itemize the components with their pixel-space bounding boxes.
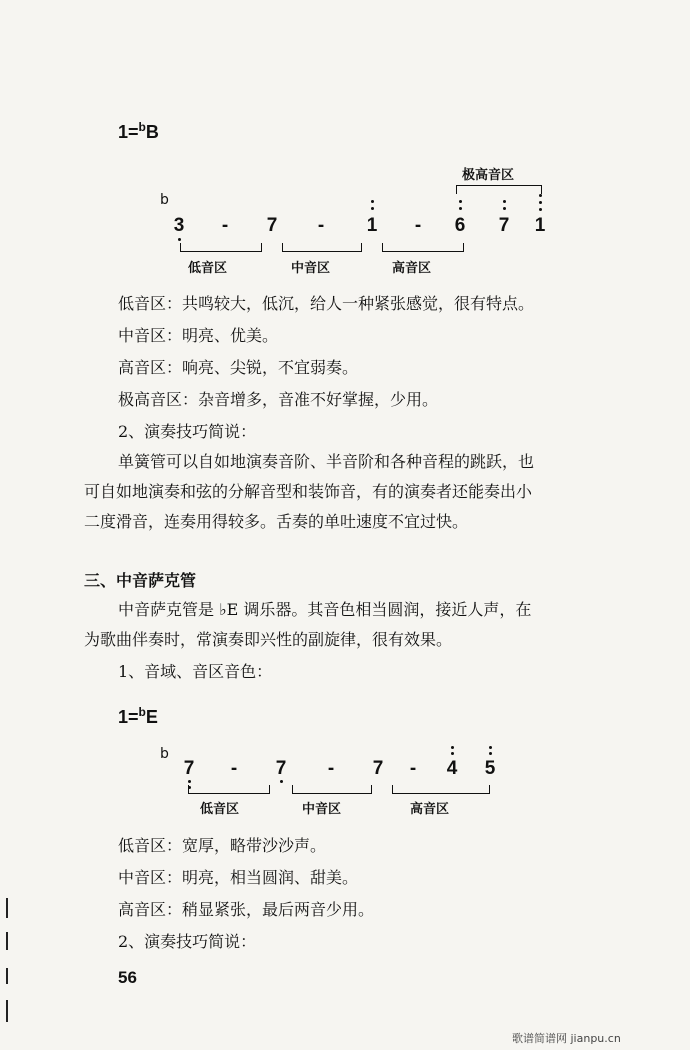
key-signature-1 bbox=[118, 120, 159, 143]
description-high: 高音区：响亮、尖锐，不宜弱奏。 bbox=[118, 358, 359, 377]
key-flat: b bbox=[138, 120, 146, 134]
high-octave-dot bbox=[451, 752, 454, 755]
technique-line: 二度滑音，连奏用得较多。舌奏的单吐速度不宜过快。 bbox=[84, 512, 469, 531]
technique-line: 单簧管可以自如地演奏音阶、半音阶和各种音程的跳跃，也 bbox=[118, 452, 535, 471]
technique-heading-2: 2、演奏技巧简说： bbox=[118, 932, 257, 951]
technique-line: 可自如地演奏和弦的分解音型和装饰音，有的演奏者还能奏出小 bbox=[84, 482, 533, 501]
high-octave-dot bbox=[459, 207, 462, 210]
key-letter: E bbox=[145, 707, 158, 727]
high-range-bracket bbox=[382, 243, 464, 252]
page-number: 56 bbox=[118, 968, 137, 987]
note: 3 bbox=[173, 215, 185, 236]
extreme-high-bracket bbox=[456, 185, 542, 194]
low-range-label: 低音区 bbox=[200, 802, 240, 817]
high-range-bracket bbox=[392, 785, 490, 794]
description-mid: 中音区：明亮，相当圆润、甜美。 bbox=[118, 868, 359, 887]
high-octave-dot bbox=[489, 752, 492, 755]
note: - bbox=[221, 215, 229, 236]
low-octave-dot bbox=[178, 238, 181, 241]
note: 4 bbox=[446, 758, 458, 779]
low-range-bracket bbox=[180, 243, 262, 252]
description-extreme: 极高音区：杂音增多，音准不好掌握，少用。 bbox=[118, 390, 439, 409]
high-octave-dot bbox=[539, 194, 542, 197]
low-range-label: 低音区 bbox=[188, 261, 228, 276]
key-flat: b bbox=[138, 705, 146, 719]
note: 1 bbox=[534, 215, 546, 236]
high-octave-dot bbox=[489, 746, 492, 749]
high-octave-dot bbox=[371, 207, 374, 210]
key-prefix: 1= bbox=[118, 122, 139, 142]
technique-heading-1: 2、演奏技巧简说： bbox=[118, 422, 257, 441]
key-prefix: 1= bbox=[118, 707, 139, 727]
note: 7 bbox=[498, 215, 510, 236]
note: - bbox=[230, 758, 238, 779]
high-octave-dot bbox=[503, 200, 506, 203]
high-octave-dot bbox=[539, 201, 542, 204]
section-title: 三、中音萨克管 bbox=[84, 571, 197, 590]
low-range-bracket bbox=[188, 785, 270, 794]
low-octave-dot bbox=[280, 780, 283, 783]
high-octave-dot bbox=[503, 207, 506, 210]
note: - bbox=[327, 758, 335, 779]
mid-range-label: 中音区 bbox=[302, 802, 342, 817]
scan-mark bbox=[6, 1000, 8, 1022]
range-flat-2: b bbox=[160, 746, 169, 762]
key-letter: B bbox=[145, 122, 159, 142]
range-heading: 1、音域、音区音色： bbox=[118, 662, 273, 681]
scan-mark bbox=[6, 898, 8, 918]
note: 7 bbox=[266, 215, 278, 236]
description-low: 低音区：宽厚，略带沙沙声。 bbox=[118, 836, 327, 855]
description-mid: 中音区：明亮、优美。 bbox=[118, 326, 279, 345]
note: - bbox=[414, 215, 422, 236]
note: 5 bbox=[484, 758, 496, 779]
high-octave-dot bbox=[371, 200, 374, 203]
extreme-high-label: 极高音区 bbox=[462, 168, 515, 183]
note: - bbox=[317, 215, 325, 236]
intro-line: 为歌曲伴奏时，常演奏即兴性的副旋律，很有效果。 bbox=[84, 630, 453, 649]
note: 6 bbox=[454, 215, 466, 236]
high-octave-dot bbox=[451, 746, 454, 749]
note: 7 bbox=[275, 758, 287, 779]
high-range-label: 高音区 bbox=[392, 261, 432, 276]
mid-range-label: 中音区 bbox=[291, 261, 331, 276]
note: 1 bbox=[366, 215, 378, 236]
description-high: 高音区：稍显紧张，最后两音少用。 bbox=[118, 900, 375, 919]
mid-range-bracket bbox=[292, 785, 372, 794]
note: 7 bbox=[183, 758, 195, 779]
high-range-label: 高音区 bbox=[410, 802, 450, 817]
scan-mark bbox=[6, 932, 8, 950]
note: - bbox=[409, 758, 417, 779]
high-octave-dot bbox=[539, 208, 542, 211]
note: 7 bbox=[372, 758, 384, 779]
intro-line: 中音萨克管是 ♭E 调乐器。其音色相当圆润，接近人声，在 bbox=[118, 600, 532, 619]
high-octave-dot bbox=[459, 200, 462, 203]
mid-range-bracket bbox=[282, 243, 362, 252]
watermark: 歌谱简谱网 jianpu.cn bbox=[512, 1032, 621, 1045]
low-octave-dot bbox=[188, 780, 191, 783]
key-signature-2 bbox=[118, 705, 158, 728]
description-low: 低音区：共鸣较大，低沉，给人一种紧张感觉，很有特点。 bbox=[118, 294, 535, 313]
range-flat-1: b bbox=[160, 192, 169, 208]
scan-mark bbox=[6, 968, 8, 984]
